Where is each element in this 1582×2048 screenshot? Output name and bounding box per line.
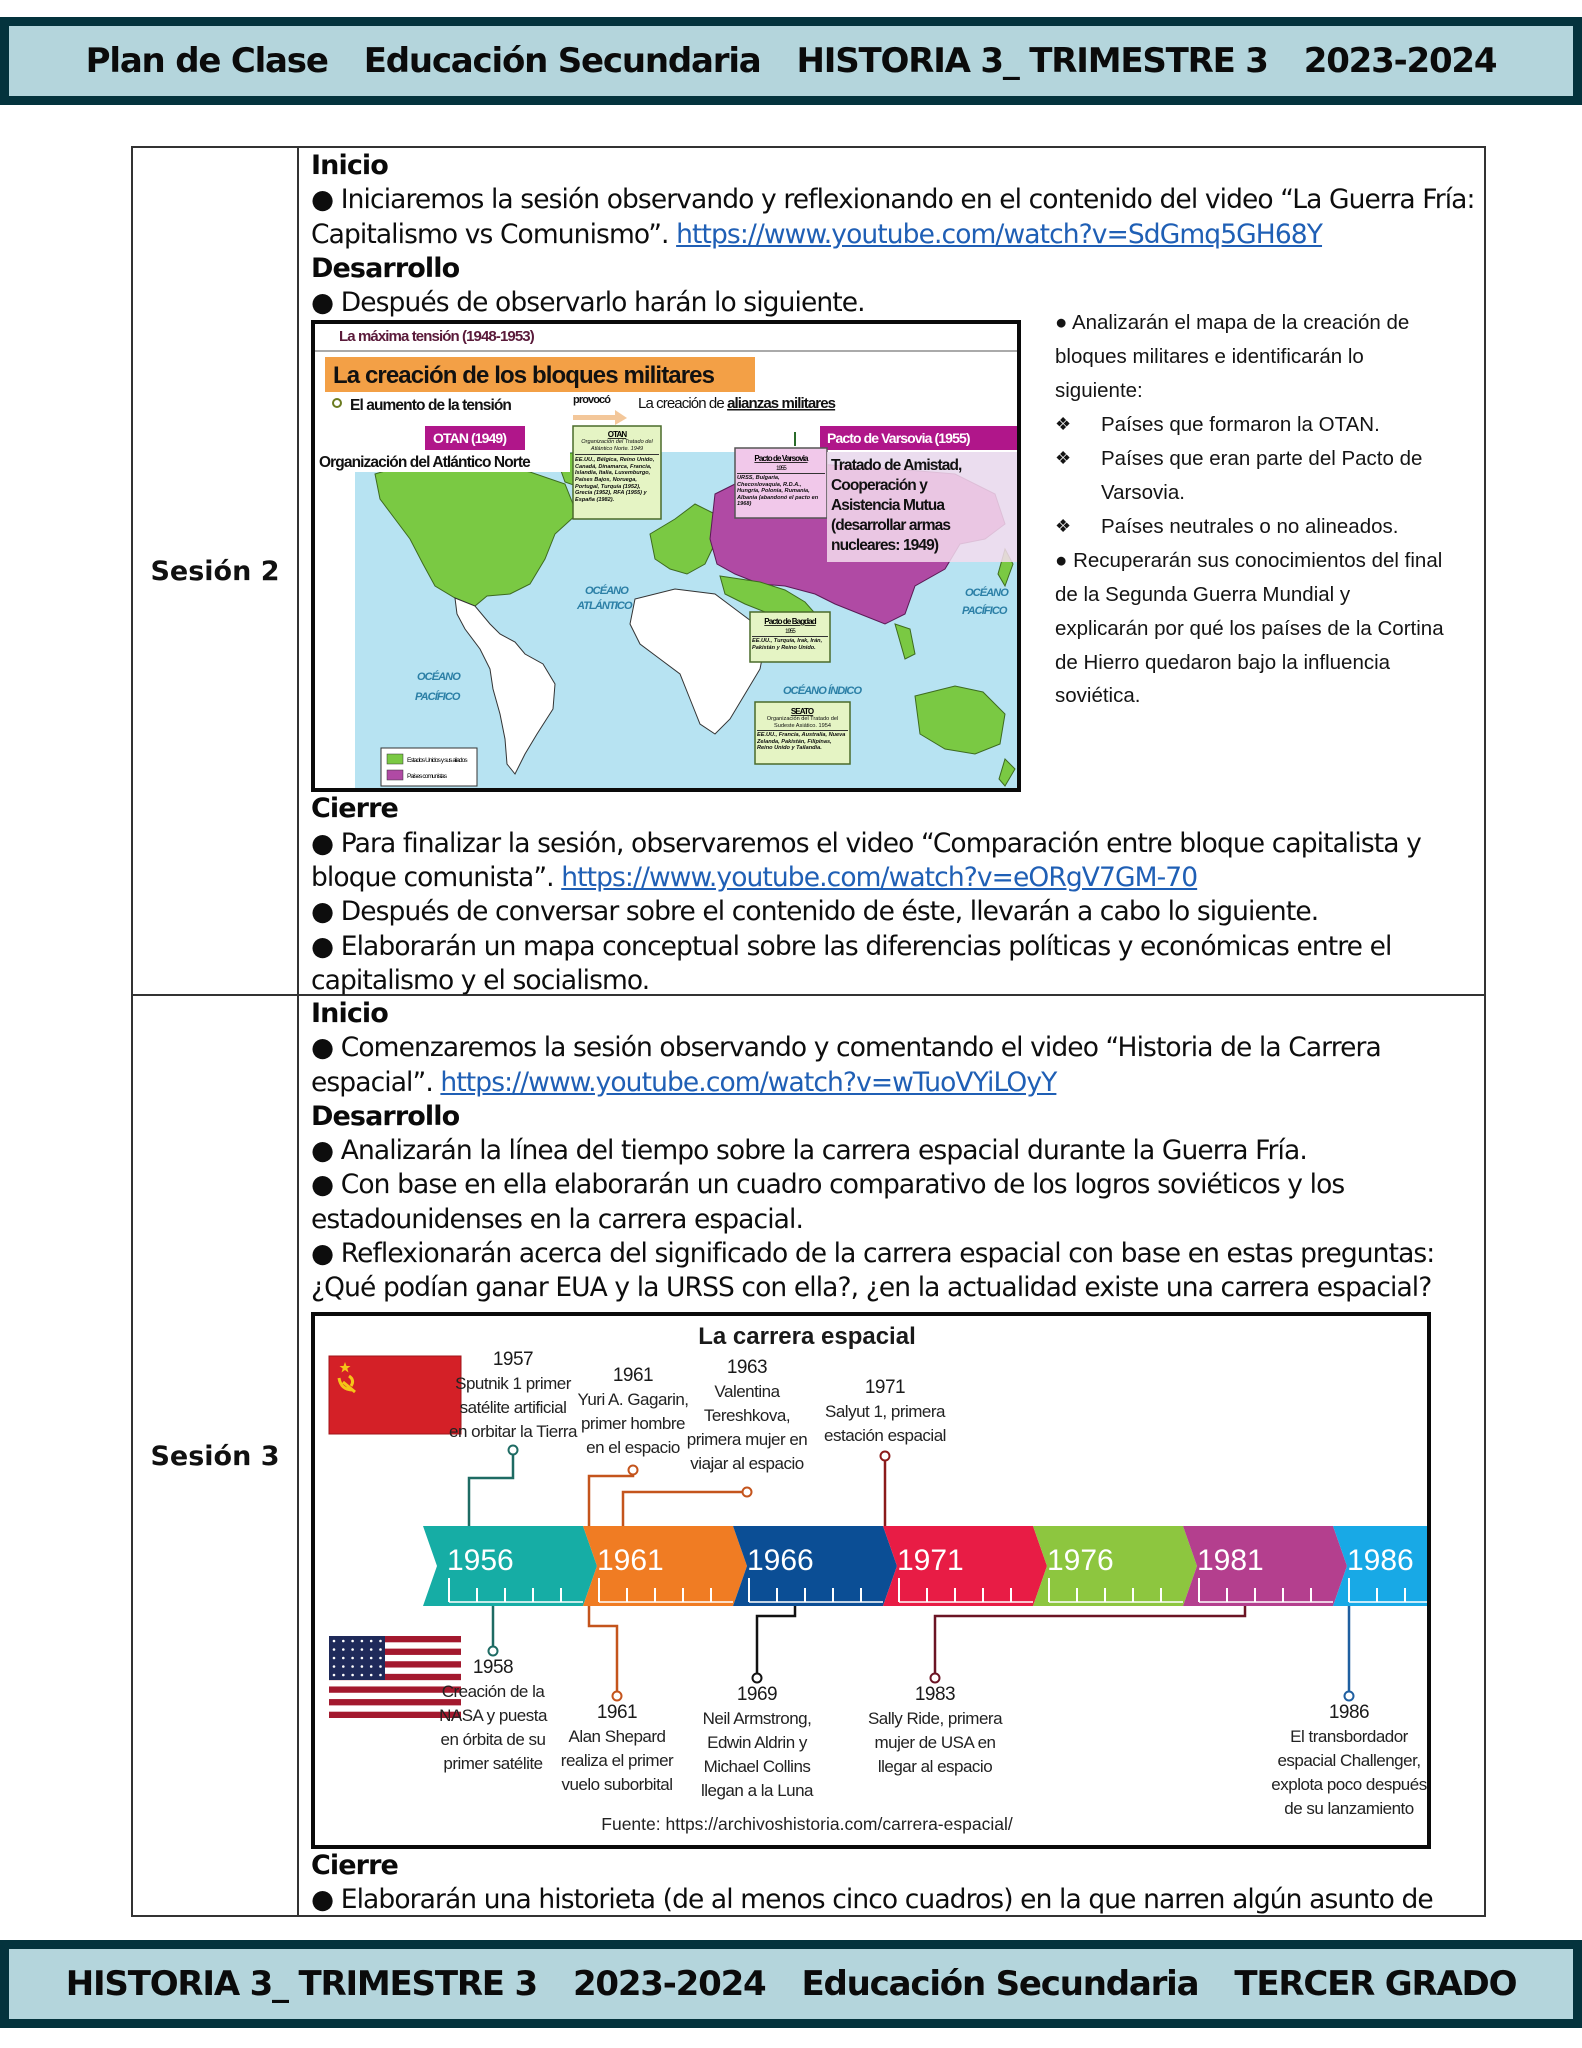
flag-star [379,1639,382,1642]
varsovia-box-year: 1955 [776,466,786,473]
usa-event-line: NASA y puesta [439,1705,547,1725]
timeline-year-label: 1986 [1347,1543,1414,1577]
usa-event-line: en órbita de su [440,1729,546,1749]
usa-event-line: Neil Armstrong, [702,1708,812,1728]
usa-event-line: vuelo suborbital [561,1774,673,1794]
bagdad-box-body [752,636,828,662]
ussr-event [805,1376,965,1448]
map-title: La creación de los bloques militares [333,362,715,390]
flag-star [351,1648,354,1651]
ussr-connector [469,1455,513,1526]
map-instruction-item [1055,442,1445,510]
varsovia-box-title: Pacto de Varsovia [754,454,808,464]
flag-star [342,1639,345,1642]
space-race-timeline [311,1312,1431,1849]
ussr-event-marker [629,1465,638,1474]
otan-box-members: EE.UU., Bélgica, Reino Unido, Canadá, Dinamarca, Francia, Islandia, Italia, Luxemburgo, Países Bajos, Noruega, Portugal, Turquía (1952), Grecia (1952), RFA (1955) y España (1982). [575,457,655,504]
diamond-bullet-icon: ❖ [1055,448,1072,469]
flag-star [351,1639,354,1642]
usa-event-line: mujer de USA en [874,1732,996,1752]
bagdad-box-title: Pacto de Bagdad [764,617,816,627]
flag-star [361,1656,364,1659]
flag-star [351,1673,354,1676]
session-2-desarrollo-text: ● Después de observarlo harán lo siguiente. [311,287,865,319]
ussr-event-marker [743,1487,752,1496]
video-link-carrera-espacial[interactable]: https://www.youtube.com/watch?v=wTuoVYiLOyY [440,1066,1057,1098]
flag-star [351,1656,354,1659]
usa-event-line: realiza el primer [560,1750,674,1770]
map-instructions-outro: ● Recuperarán sus conocimientos del final de la Segunda Guerra Mundial y explicarán por qué los países de la Cortina de Hierro quedaron bajo la influencia soviética. [1055,548,1444,708]
varsovia-desc-1: Tratado de Amistad, [831,457,962,475]
header-banner [0,17,1582,105]
usa-event-line: de su lanzamiento [1284,1798,1414,1818]
timeline-source: Fuente: https://archivoshistoria.com/carrera-espacial/ [601,1813,1013,1834]
session-2-cierre-text-2: ● Después de conversar sobre el contenido de éste, llevarán a cabo lo siguiente. [311,896,1319,928]
usa-event-line: Alan Shepard [568,1726,666,1746]
session-2-cierre-text-3: ● Elaborarán un mapa conceptual sobre las diferencias políticas y económicas entre el capitalismo y el socialismo. [311,930,1392,996]
flag-star [333,1673,336,1676]
varsovia-desc-5: nucleares: 1949) [831,537,939,555]
legend-communist: Países comunistas [407,773,447,781]
diamond-bullet-icon: ❖ [1055,414,1072,435]
session-2-content [299,148,1484,994]
map-instruction-item [1055,510,1445,544]
timeline-title: La carrera espacial [698,1322,916,1350]
map-instruction-text: Países que formaron la OTAN. [1101,413,1380,437]
seato-box-title: SEATO [790,707,814,717]
ussr-event-line: Yuri A. Gagarin, [577,1389,689,1409]
map-instruction-text: Países que eran parte del Pacto de Varsovia. [1101,447,1423,505]
usa-connector [935,1606,1245,1673]
flag-star [333,1639,336,1642]
usa-event-line: El transbordador [1290,1726,1408,1746]
video-link-comparacion[interactable]: https://www.youtube.com/watch?v=eORgV7GM-70 [561,862,1198,894]
ussr-event-marker [509,1445,518,1454]
session-2-row [133,148,1484,996]
usa-event-line: Edwin Aldrin y [707,1732,807,1752]
header-plan: Plan de Clase [85,41,328,81]
otan-box-title: OTAN [607,430,627,440]
ussr-connector [623,1492,747,1526]
usa-event-line: espacial Challenger, [1277,1750,1421,1770]
flag-star [361,1665,364,1668]
session-3-content [299,996,1484,1917]
timeline-bar [423,1526,1427,1606]
ocean-pacifico-e-2: PACÍFICO [962,605,1007,618]
footer-banner [0,1940,1582,2028]
usa-event-line: explota poco después [1271,1774,1427,1794]
map-effect-emph: alianzas militares [727,395,836,413]
bagdad-box-year: 1955 [785,629,795,636]
legend-allies: Estados Unidos y sus aliados [407,757,467,765]
map-instructions-intro: ● Analizarán el mapa de la creación de bloques militares e identificarán lo siguiente: [1055,311,1410,403]
varsovia-box-members: URSS, Bulgaria, Checoslovaquia, R.D.A., Hungría, Polonia, Rumania, Albania (abandonó el pacto en 1968) [737,473,825,508]
video-link-guerra-fria[interactable]: https://www.youtube.com/watch?v=SdGmq5GH68Y [676,218,1323,250]
usa-event-marker [489,1646,498,1655]
ocean-pacifico-e-1: OCÉANO [965,587,1008,600]
map-effect [638,395,836,412]
footer-grade: TERCER GRADO [1234,1964,1517,2004]
bagdad-box-members: EE.UU., Turquía, Irak, Irán, Pakistán y Reino Unido. [752,636,828,651]
map-section [311,311,1478,792]
flag-star [370,1656,373,1659]
otan-box-body [575,439,659,519]
usa-event-marker [1345,1691,1354,1700]
map-legend [381,748,477,786]
footer-subject: HISTORIA 3_ TRIMESTRE 3 [65,1964,537,2004]
session-2-cierre-title: Cierre [311,793,398,825]
usa-event-line: primer satélite [443,1753,543,1773]
ocean-pacifico-w-2: PACÍFICO [415,691,460,704]
ussr-event-line: primer hombre [580,1413,686,1433]
ussr-event-year: 1963 [726,1356,768,1378]
flag-star [379,1656,382,1659]
session-3-cierre-text: ● Elaborarán una historieta (de al menos cinco cuadros) en la que narren algún asunto de [311,1883,1433,1915]
usa-event-line: llegar al espacio [877,1756,993,1776]
ocean-atlantico-1: OCÉANO [585,585,628,598]
usa-event-line: llegan a la Luna [700,1780,814,1800]
timeline-year-label: 1956 [447,1543,514,1577]
inicio-text: ● Iniciaremos la sesión observando y reflexionando en el contenido del video “La Guerra Fría: Capitalismo vs Comunismo”. [311,184,1475,250]
military-blocs-map [311,320,1021,792]
flag-star [370,1639,373,1642]
usa-event-year: 1986 [1328,1701,1370,1723]
footer-year: 2023-2024 [572,1964,766,2004]
ussr-event [667,1356,827,1476]
usa-event-marker [753,1673,762,1682]
usa-event-year: 1958 [472,1656,514,1678]
ocean-indico: OCÉANO ÍNDICO [783,685,862,698]
usa-event-marker [931,1673,940,1682]
session-2-inicio-text [311,183,1478,252]
session-3-label: Sesión 3 [133,996,299,1917]
session-2-cierre-text-1 [311,827,1478,896]
usa-event [672,1683,842,1803]
flag-star [361,1648,364,1651]
map-cause: El aumento de la tensión [350,397,511,415]
ussr-event-year: 1971 [864,1376,906,1398]
header-year: 2023-2024 [1303,41,1497,81]
ussr-event-year: 1957 [492,1348,534,1370]
cierre-text: ● Para finalizar la sesión, observaremos el video “Comparación entre bloque capitalista y bloque comunista”. [311,827,1421,894]
arrow-right-icon [573,410,627,425]
bullet-circle-icon [333,399,341,407]
lesson-plan-table [131,146,1486,1917]
ussr-event-line: Tereshkova, [703,1405,791,1425]
varsovia-box-body [737,473,825,517]
seato-box-sub: Organización del Tratado del Sudeste Asiático. 1954 [766,716,839,730]
timeline-year-label: 1961 [597,1543,664,1577]
usa-connector [757,1606,795,1673]
legend-swatch-allies [387,754,403,764]
flag-star [370,1665,373,1668]
flag-star [333,1648,336,1651]
otan-box-sub: Organización del Tratado del Atlántico Norte. 1949 [581,439,653,453]
map-instruction-text: Países neutrales o no alineados. [1101,514,1399,538]
usa-event-line: Sally Ride, primera [867,1708,1003,1728]
ocean-atlantico-2: ATLÁNTICO [577,600,632,613]
flag-star [370,1673,373,1676]
ussr-event-line: Salyut 1, primera [825,1401,945,1421]
timeline-year-label: 1976 [1047,1543,1114,1577]
flag-canton [329,1636,385,1680]
session-3-row [133,996,1484,1917]
usa-event [850,1683,1020,1779]
ussr-event-line: Valentina [714,1381,780,1401]
session-3-desarrollo-title: Desarrollo [311,1100,460,1132]
footer-level: Educación Secundaria [801,1964,1199,2004]
map-period: La máxima tensión (1948-1953) [339,328,534,346]
varsovia-desc-4: (desarrollar armas [831,517,951,535]
usa-connector [589,1606,617,1691]
session-3-desarrollo-item: ● Reflexionarán acerca del significado de la carrera espacial con base en estas preguntas: ¿Qué podían ganar EUA y la URSS con ella?, ¿en la actualidad existe una carrera espacial? [311,1238,1435,1304]
map-instruction-item [1055,408,1445,442]
usa-event-marker [613,1691,622,1700]
flag-star [342,1656,345,1659]
header-subject: HISTORIA 3_ TRIMESTRE 3 [796,41,1268,81]
ussr-event-line: estación espacial [824,1425,946,1445]
legend-swatch-communist [387,770,403,780]
usa-event-year: 1969 [736,1683,778,1705]
usa-event [1264,1701,1431,1821]
session-2-label: Sesión 2 [133,148,299,994]
ussr-event-line: en orbitar la Tierra [449,1421,577,1441]
flag-star [361,1673,364,1676]
ussr-event-line: primera mujer en [686,1429,808,1449]
ussr-connector [589,1475,633,1526]
diamond-bullet-icon: ❖ [1055,515,1072,536]
session-3-inicio-title: Inicio [311,998,388,1029]
timeline-year-label: 1971 [897,1543,964,1577]
map-instructions [1055,306,1445,713]
flag-star [379,1648,382,1651]
otan-badge: OTAN (1949) [433,430,507,447]
session-3-desarrollo-item: ● Analizarán la línea del tiempo sobre la carrera espacial durante la Guerra Fría. [311,1135,1307,1167]
session-3-inicio-text [311,1031,1478,1100]
map-effect-prefix: La creación de [638,395,728,413]
usa-event-line: Creación de la [441,1681,545,1701]
flag-star [333,1665,336,1668]
usa-event-year: 1961 [596,1701,638,1723]
session-3-cierre-title: Cierre [311,1849,398,1881]
otan-full-name: Organización del Atlántico Norte [319,454,530,472]
ussr-event-line: en el espacio [586,1437,680,1457]
inicio-text: ● Comenzaremos la sesión observando y comentando el video “Historia de la Carrera espacial”. [311,1032,1381,1098]
usa-event-line: Michael Collins [703,1756,811,1776]
timeline-year-label: 1981 [1197,1543,1264,1577]
varsovia-badge: Pacto de Varsovia (1955) [827,430,970,447]
flag-star [361,1639,364,1642]
session-2-desarrollo-title: Desarrollo [311,252,460,284]
usa-event-year: 1983 [914,1683,956,1705]
timeline-year-label: 1966 [747,1543,814,1577]
map-arrow-label: provocó [573,394,611,407]
flag-star [379,1665,382,1668]
varsovia-desc-3: Asistencia Mutua [831,497,945,515]
flag-star [342,1673,345,1676]
flag-star [342,1648,345,1651]
ussr-event-marker [881,1451,890,1460]
header-level: Educación Secundaria [363,41,761,81]
otan-box-rule [575,455,659,456]
flag-star [351,1665,354,1668]
session-3-desarrollo-item: ● Con base en ella elaborarán un cuadro comparativo de los logros soviéticos y los estadounidenses en la carrera espacial. [311,1169,1345,1235]
ussr-event-year: 1961 [612,1364,654,1386]
seato-box-body [757,716,848,764]
flag-star [370,1648,373,1651]
ussr-event-line: satélite artificial [459,1397,567,1417]
ocean-pacifico-w-1: OCÉANO [417,671,460,684]
session-2-inicio-title: Inicio [311,150,388,181]
varsovia-desc-2: Cooperación y [831,477,927,495]
ussr-event-line: viajar al espacio [690,1453,804,1473]
ussr-event-line: Sputnik 1 primer [455,1373,571,1393]
seato-box-members: EE.UU., Francia, Australia, Nueva Zelanda, Pakistán, Filipinas, Reino Unido y Tailandia. [757,731,848,753]
flag-star [379,1673,382,1676]
flag-star [333,1656,336,1659]
flag-star [342,1665,345,1668]
